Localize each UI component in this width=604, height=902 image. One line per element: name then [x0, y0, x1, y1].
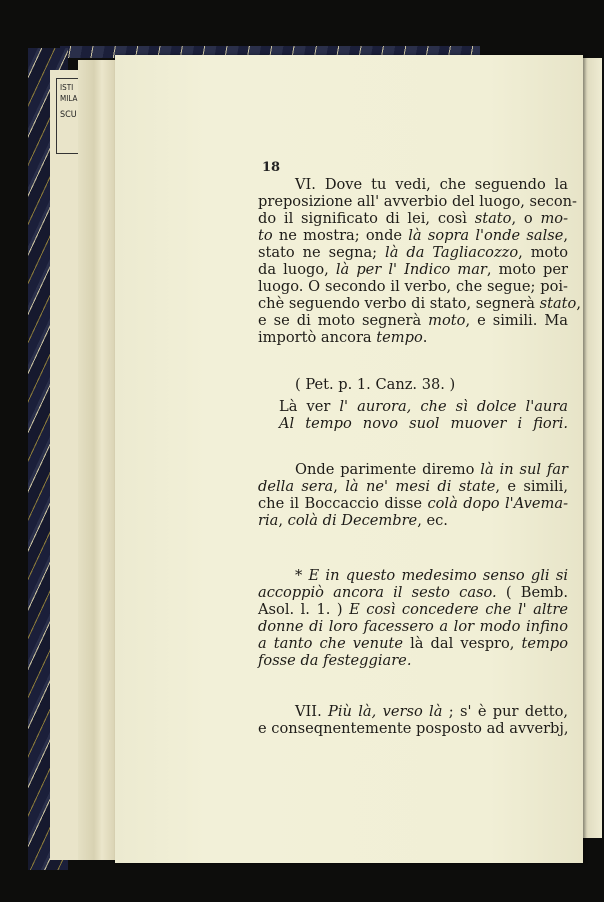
italic-text: l' aurora, che sì dolce l'aura: [339, 398, 569, 415]
text-run: ,: [563, 227, 569, 244]
italic-text: accoppiò ancora il sesto caso.: [258, 584, 497, 601]
footnote-line: [258, 618, 568, 635]
quote-line: [279, 415, 568, 432]
italic-text: colà dopo l'Avema-: [427, 495, 568, 512]
text-run: da luogo,: [258, 261, 336, 278]
text-run: ,: [576, 295, 581, 312]
paragraph-onde-line: [258, 495, 568, 512]
paragraph-vi-line: [258, 210, 568, 227]
italic-text: della sera: [258, 478, 334, 495]
paragraph-onde-line: [258, 478, 568, 495]
library-label: [56, 78, 80, 154]
italic-text: mo-: [540, 210, 569, 227]
text-run: ,: [278, 512, 288, 529]
citation: [295, 376, 568, 393]
italic-text: Più là, verso là: [328, 703, 443, 720]
italic-text: a tanto che venute: [258, 635, 403, 652]
text-run: Asol. l. 1. ): [258, 601, 350, 618]
text-run: luogo. O secondo il verbo, che segue; poi-: [258, 278, 568, 295]
quote-line: [279, 398, 568, 415]
paragraph-vi-line: [258, 295, 581, 312]
text-run: e conseqnentemente posposto ad avverbj,: [258, 720, 569, 737]
italic-text: ria: [258, 512, 279, 529]
italic-text: to: [258, 227, 273, 244]
text-run: , o: [511, 210, 541, 227]
paragraph-vi-line: [258, 244, 568, 261]
text-run: do il significato di lei, così: [258, 210, 475, 227]
paragraph-vi-line: [258, 278, 568, 295]
book-gutter: [78, 60, 118, 860]
text-run: , moto per: [486, 261, 568, 278]
paragraph-vi-line: [258, 329, 568, 346]
footnote-line: [258, 601, 568, 618]
text-run: preposizione all' avverbio del luogo, secon-: [258, 193, 577, 210]
page-number: 18: [262, 160, 281, 175]
text-run: VI. Dove tu vedi, che seguendo la: [295, 176, 568, 193]
text-run: ( Pet. p. 1. Canz. 38. ): [295, 376, 456, 393]
paragraph-vii-line: [258, 720, 568, 737]
footnote-line: [258, 584, 568, 601]
label-line: ISTI: [60, 83, 74, 92]
text-run: , moto: [518, 244, 568, 261]
italic-text: tempo: [376, 329, 423, 346]
text-run: Onde parimente diremo: [295, 461, 481, 478]
text-run: stato ne segna;: [258, 244, 386, 261]
italic-text: là ne' mesi di state: [345, 478, 496, 495]
italic-text: colà di Decembre: [287, 512, 418, 529]
italic-text: là da Tagliacozzo: [385, 244, 519, 261]
text-run: , e simili. Ma: [465, 312, 568, 329]
italic-text: * E in questo medesimo senso gli si: [295, 567, 568, 584]
italic-text: là sopra l'onde salse: [408, 227, 564, 244]
label-line: MILA: [60, 94, 78, 103]
text-run: ; s' è pur detto,: [442, 703, 568, 720]
text-run: ,: [333, 478, 346, 495]
footnote-line: [258, 652, 568, 669]
text-run: che il Boccaccio disse: [258, 495, 428, 512]
paragraph-onde-line: [258, 512, 568, 529]
italic-text: donne di loro facessero a lor modo infino: [258, 618, 568, 635]
label-line: SCU: [60, 110, 77, 120]
italic-text: stato: [474, 210, 512, 227]
text-run: e se di moto segnerà: [258, 312, 429, 329]
paragraph-vi-line: [258, 227, 568, 244]
paragraph-vi-line: [258, 312, 568, 329]
text-run: chè seguendo verbo di stato, segnerà: [258, 295, 540, 312]
italic-text: Al tempo novo suol muover i fiori.: [279, 415, 568, 432]
footnote-line: [295, 567, 568, 584]
footnote-line: [258, 635, 568, 652]
italic-text: fosse da festeggiare.: [258, 652, 412, 669]
text-run: .: [422, 329, 428, 346]
text-run: ne mostra; onde: [272, 227, 409, 244]
paragraph-onde-line: [295, 461, 568, 478]
italic-text: stato: [539, 295, 577, 312]
paragraph-vi-line: [258, 261, 568, 278]
library-label-strip: [50, 70, 80, 860]
text-run: , ec.: [417, 512, 448, 529]
italic-text: là per l' Indico mar: [335, 261, 487, 278]
italic-text: tempo: [521, 635, 569, 652]
paragraph-vi-line: [295, 176, 568, 193]
text-run: Là ver: [279, 398, 340, 415]
paragraph-vi-line: [258, 193, 577, 210]
text-run: ( Bemb.: [496, 584, 568, 601]
paragraph-vii-line: [295, 703, 568, 720]
text-run: là dal vespro,: [402, 635, 522, 652]
text-run: importò ancora: [258, 329, 377, 346]
italic-text: là in sul far: [480, 461, 568, 478]
text-run: , e simili,: [495, 478, 568, 495]
italic-text: E così concedere che l' altre: [349, 601, 568, 618]
italic-text: moto: [428, 312, 466, 329]
text-run: VII.: [295, 703, 329, 720]
page-edge: [580, 58, 602, 838]
